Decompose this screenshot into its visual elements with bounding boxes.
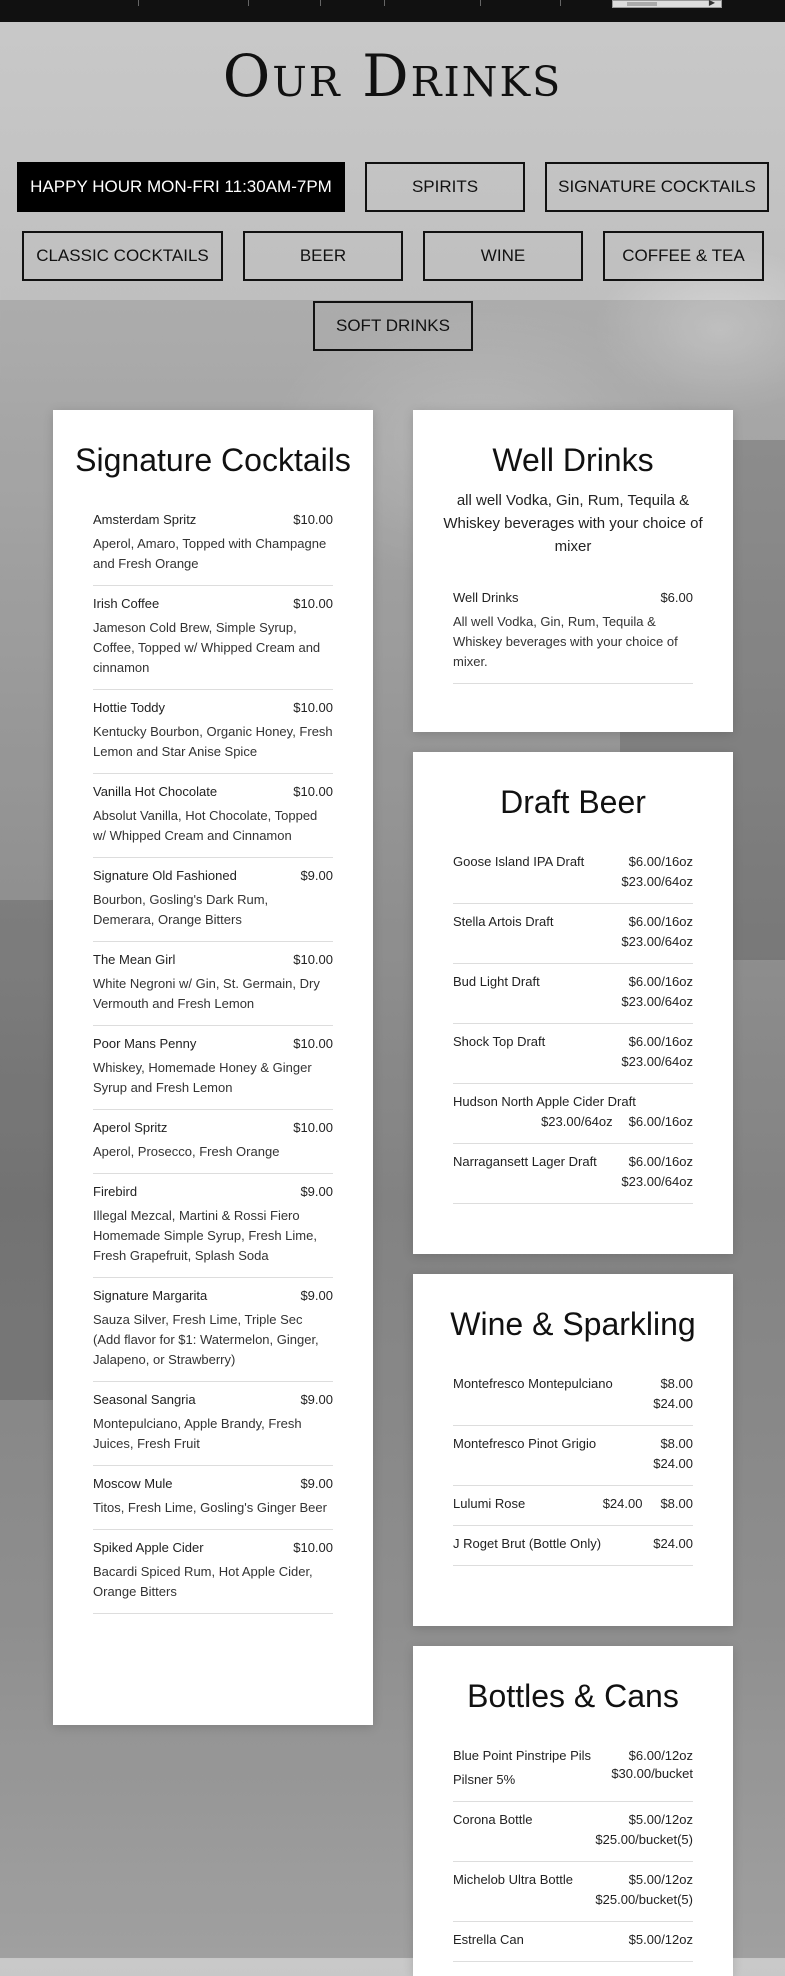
item-name: Spiked Apple Cider [93, 1540, 204, 1555]
item-price-secondary: $8.00 [660, 1496, 693, 1511]
tab-signature-cocktails[interactable]: SIGNATURE COCKTAILS [545, 162, 769, 212]
item-price: $9.00 [300, 1476, 333, 1491]
top-navigation-bar [0, 0, 785, 22]
menu-item [453, 1526, 693, 1566]
tab-beer[interactable]: BEER [243, 231, 403, 281]
item-name: Michelob Ultra Bottle [453, 1872, 573, 1887]
item-name: Amsterdam Spritz [93, 512, 197, 527]
item-name: J Roget Brut (Bottle Only) [453, 1536, 602, 1551]
menu-item [453, 1024, 693, 1084]
item-price-secondary: $23.00/64oz [621, 874, 693, 889]
item-price: $6.00/16oz [628, 1034, 693, 1049]
card-title: Draft Beer [500, 784, 646, 820]
item-description: Pilsner 5% [453, 1772, 516, 1787]
item-price: $6.00/16oz [628, 854, 693, 869]
item-name: Corona Bottle [453, 1812, 533, 1827]
item-price: $8.00 [660, 1436, 693, 1451]
well-drinks-card [413, 410, 733, 732]
menu-item [453, 1366, 693, 1426]
item-price: $10.00 [293, 700, 333, 715]
card-title: Well Drinks [492, 442, 654, 478]
item-description: Illegal Mezcal, Martini & Rossi Fiero Homemade Simple Syrup, Fresh Lime, Fresh Grapefruit, Splash Soda [93, 1208, 317, 1263]
item-price: $10.00 [293, 952, 333, 967]
card-title: Wine & Sparkling [450, 1306, 696, 1342]
menu-item [453, 1084, 693, 1144]
menu-item [453, 1486, 693, 1526]
item-price: $6.00 [660, 590, 693, 605]
item-price: $9.00 [300, 868, 333, 883]
item-name: Stella Artois Draft [453, 914, 554, 929]
item-price-secondary: $30.00/bucket [611, 1766, 693, 1781]
background-shape [0, 900, 60, 1400]
item-description: Aperol, Amaro, Topped with Champagne and Fresh Orange [93, 536, 327, 571]
menu-item [453, 1426, 693, 1486]
item-price: $8.00 [660, 1376, 693, 1391]
chevron-right-icon[interactable]: ▶ [708, 0, 715, 7]
item-description: Whiskey, Homemade Honey & Ginger Syrup and Fresh Lemon [93, 1060, 312, 1095]
item-description: Bacardi Spiced Rum, Hot Apple Cider, Orange Bitters [93, 1564, 313, 1599]
menu-item [93, 774, 333, 858]
item-price: $10.00 [293, 784, 333, 799]
item-name: Estrella Can [453, 1932, 524, 1947]
item-description: Montepulciano, Apple Brandy, Fresh Juices, Fresh Fruit [93, 1416, 302, 1451]
item-price: $10.00 [293, 1036, 333, 1051]
item-name: Firebird [93, 1184, 138, 1199]
item-price-secondary: $23.00/64oz [621, 1054, 693, 1069]
item-price: $6.00/16oz [628, 1154, 693, 1169]
tab-coffee-tea[interactable]: COFFEE & TEA [603, 231, 764, 281]
item-name: The Mean Girl [93, 952, 176, 967]
item-name: Moscow Mule [93, 1476, 173, 1491]
menu-item [93, 1466, 333, 1530]
item-name: Montefresco Montepulciano [453, 1376, 613, 1391]
item-price-secondary: $25.00/bucket(5) [595, 1892, 693, 1907]
item-name: Hudson North Apple Cider Draft [453, 1094, 636, 1109]
item-name: Signature Margarita [93, 1288, 208, 1303]
tab-spirits[interactable]: SPIRITS [365, 162, 525, 212]
item-description: Kentucky Bourbon, Organic Honey, Fresh Lemon and Star Anise Spice [93, 724, 333, 759]
item-description: Bourbon, Gosling's Dark Rum, Demerara, Orange Bitters [93, 892, 269, 927]
item-name: Narragansett Lager Draft [453, 1154, 597, 1169]
card-subtitle: all well Vodka, Gin, Rum, Tequila & Whiskey beverages with your choice of mixer [443, 492, 703, 555]
item-description: Sauza Silver, Fresh Lime, Triple Sec (Add flavor for $1: Watermelon, Ginger, Jalapeno, or Strawberry) [93, 1312, 319, 1367]
menu-item [453, 1862, 693, 1922]
item-name: Hottie Toddy [93, 700, 166, 715]
item-name: Vanilla Hot Chocolate [93, 784, 218, 799]
menu-item [453, 1144, 693, 1204]
item-description: Titos, Fresh Lime, Gosling's Ginger Beer [93, 1500, 327, 1515]
tab-wine[interactable]: WINE [423, 231, 583, 281]
item-price: $9.00 [300, 1392, 333, 1407]
tab-soft-drinks[interactable]: SOFT DRINKS [313, 301, 473, 351]
item-price: $24.00 [653, 1536, 693, 1551]
item-name: Signature Old Fashioned [93, 868, 237, 883]
menu-item [453, 1802, 693, 1862]
item-price-secondary: $6.00/16oz [628, 1114, 693, 1129]
item-name: Goose Island IPA Draft [453, 854, 585, 869]
item-name: Bud Light Draft [453, 974, 540, 989]
item-price: $24.00 [602, 1496, 643, 1511]
item-description: Absolut Vanilla, Hot Chocolate, Topped w/ Whipped Cream and Cinnamon [93, 808, 318, 843]
item-price: $6.00/16oz [628, 974, 693, 989]
item-price: $10.00 [293, 1540, 333, 1555]
menu-item [93, 1174, 333, 1278]
item-price: $5.00/12oz [628, 1872, 693, 1887]
item-price-secondary: $23.00/64oz [621, 934, 693, 949]
item-price: $10.00 [293, 512, 333, 527]
item-price: $5.00/12oz [628, 1932, 693, 1947]
scrollbar[interactable] [612, 0, 722, 8]
item-name: Shock Top Draft [453, 1034, 546, 1049]
wine-sparkling-card [413, 1274, 733, 1626]
item-price: $10.00 [293, 596, 333, 611]
menu-item [93, 1530, 333, 1614]
item-price-secondary: $24.00 [653, 1396, 693, 1411]
bottles-cans-card [413, 1646, 733, 1976]
menu-item [93, 942, 333, 1026]
item-description: Aperol, Prosecco, Fresh Orange [93, 1144, 280, 1159]
card-title: Signature Cocktails [75, 442, 351, 478]
tab-classic-cocktails[interactable]: CLASSIC COCKTAILS [22, 231, 223, 281]
item-name: Seasonal Sangria [93, 1392, 196, 1407]
scrollbar-thumb[interactable] [627, 2, 657, 6]
menu-item [453, 964, 693, 1024]
item-price: $6.00/12oz [628, 1748, 693, 1763]
item-price-secondary: $23.00/64oz [621, 1174, 693, 1189]
item-price: $6.00/16oz [628, 914, 693, 929]
item-name: Lulumi Rose [453, 1496, 526, 1511]
item-price: $5.00/12oz [628, 1812, 693, 1827]
menu-item [93, 858, 333, 942]
item-price-secondary: $23.00/64oz [621, 994, 693, 1009]
item-price: $23.00/64oz [541, 1114, 613, 1129]
menu-item [453, 844, 693, 904]
item-price: $10.00 [293, 1120, 333, 1135]
item-name: Blue Point Pinstripe Pils [453, 1748, 592, 1763]
menu-item [453, 1738, 693, 1802]
item-name: Well Drinks [453, 590, 519, 605]
item-price-secondary: $25.00/bucket(5) [595, 1832, 693, 1847]
menu-item [93, 690, 333, 774]
menu-item [453, 904, 693, 964]
draft-beer-card [413, 752, 733, 1254]
signature-cocktails-card [53, 410, 373, 1725]
item-name: Irish Coffee [93, 596, 160, 611]
page-title: Our Drinks [222, 42, 563, 110]
menu-item [93, 586, 333, 690]
item-description: White Negroni w/ Gin, St. Germain, Dry Vermouth and Fresh Lemon [93, 976, 320, 1011]
menu-item [93, 1026, 333, 1110]
menu-item [93, 1278, 333, 1382]
item-price: $9.00 [300, 1184, 333, 1199]
menu-item [453, 580, 693, 684]
item-name: Montefresco Pinot Grigio [453, 1436, 597, 1451]
item-name: Aperol Spritz [93, 1120, 168, 1135]
item-price-secondary: $24.00 [653, 1456, 693, 1471]
item-description: All well Vodka, Gin, Rum, Tequila & Whiskey beverages with your choice of mixer. [453, 614, 678, 669]
menu-item [93, 1110, 333, 1174]
menu-item [93, 1382, 333, 1466]
card-title: Bottles & Cans [467, 1678, 679, 1714]
item-price: $9.00 [300, 1288, 333, 1303]
item-name: Poor Mans Penny [93, 1036, 197, 1051]
tab-happy-hour[interactable]: HAPPY HOUR MON-FRI 11:30AM-7PM [17, 162, 345, 212]
item-description: Jameson Cold Brew, Simple Syrup, Coffee, Topped w/ Whipped Cream and cinnamon [93, 620, 321, 675]
menu-item [93, 502, 333, 586]
menu-item [453, 1922, 693, 1962]
